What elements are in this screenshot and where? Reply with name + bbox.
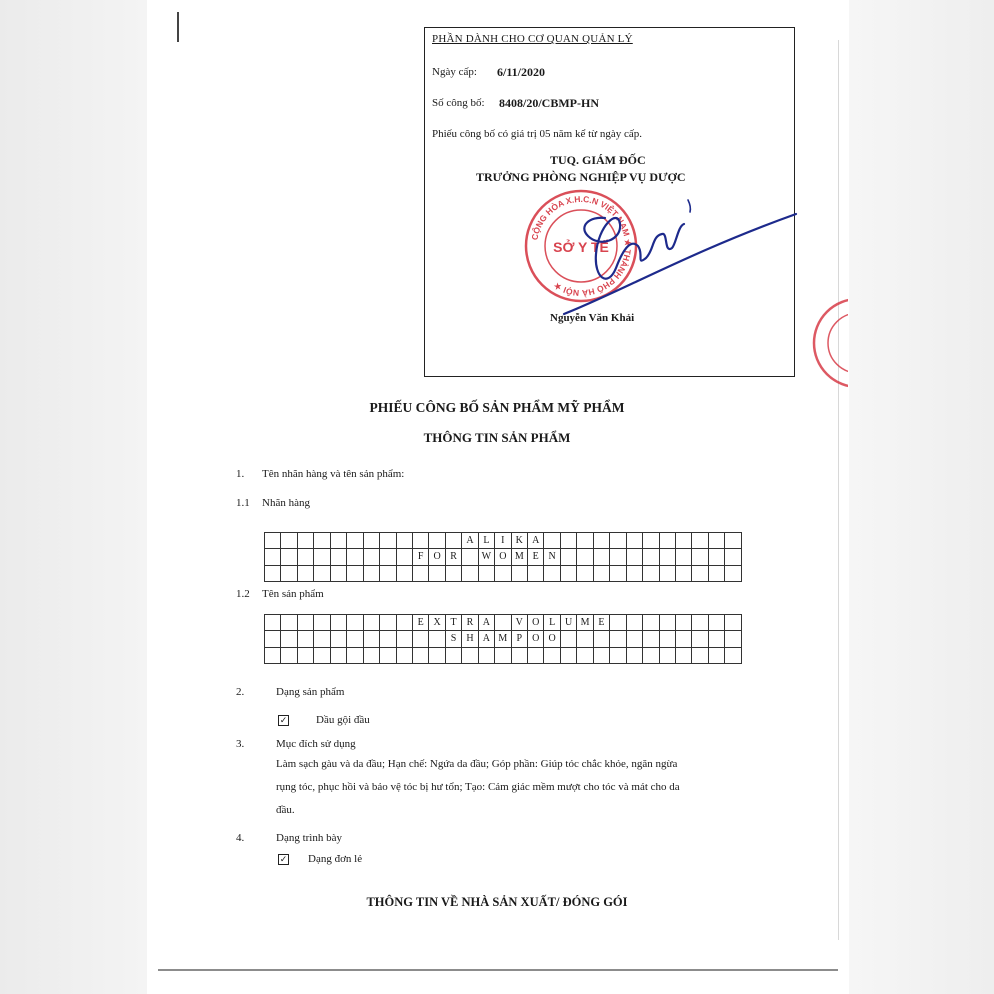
- grid-cell: E: [528, 549, 544, 565]
- svg-text:CỘNG HÒA X.H.C.N VIỆT NAM ★ TH: CỘNG HÒA X.H.C.N VIỆT NAM ★ THÀNH PHỐ HÀ NỘI ★: [529, 193, 634, 299]
- grid-cell: [528, 566, 544, 582]
- svg-text:SỞ Y TẾ: SỞ Y TẾ: [553, 239, 609, 255]
- grid-cell: [610, 648, 626, 664]
- scan-mark: [177, 12, 179, 42]
- grid-cell: [709, 549, 725, 565]
- grid-cell: [265, 549, 281, 565]
- number-value: 8408/20/CBMP-HN: [499, 96, 599, 110]
- grid-cell: [709, 615, 725, 631]
- grid-cell: [314, 648, 330, 664]
- grid-cell: E: [594, 615, 610, 631]
- grid-cell: [577, 533, 593, 549]
- grid-cell: I: [495, 533, 511, 549]
- grid-cell: [331, 533, 347, 549]
- grid-cell: [643, 549, 659, 565]
- s3-text-line3: đầu.: [276, 804, 295, 816]
- grid-cell: [429, 648, 445, 664]
- grid-cell: [544, 533, 560, 549]
- grid-cell: [364, 648, 380, 664]
- grid-cell: [627, 615, 643, 631]
- grid-cell: [298, 566, 314, 582]
- s3-text-line1: Làm sạch gàu và da đầu; Hạn chế: Ngứa da đầu; Góp phần: Giúp tóc chắc khỏe, ngăn ngừa: [276, 758, 678, 770]
- grid-cell: [380, 549, 396, 565]
- grid-cell: [446, 566, 462, 582]
- s2-option: Dầu gội đầu: [316, 714, 370, 726]
- page-edge: [838, 40, 839, 940]
- grid-cell: [380, 631, 396, 647]
- grid-cell: [725, 631, 741, 647]
- grid-cell: [660, 549, 676, 565]
- grid-cell: [347, 615, 363, 631]
- grid-cell: M: [577, 615, 593, 631]
- grid-cell: X: [429, 615, 445, 631]
- page-bottom-line: [158, 969, 838, 971]
- s12-number: 1.2: [236, 588, 250, 600]
- grid-cell: [577, 549, 593, 565]
- grid-cell: [364, 533, 380, 549]
- grid-cell: [298, 549, 314, 565]
- partial-stamp: [808, 293, 848, 393]
- s1-number: 1.: [236, 468, 245, 480]
- section-subtitle: THÔNG TIN SẢN PHẨM: [423, 430, 571, 445]
- grid-cell: [725, 533, 741, 549]
- grid-cell: [610, 533, 626, 549]
- grid-cell: [265, 615, 281, 631]
- grid-cell: [364, 566, 380, 582]
- s3-label: Mục đích sử dụng: [276, 738, 356, 750]
- grid-cell: [594, 549, 610, 565]
- grid-cell: [462, 648, 478, 664]
- grid-cell: [298, 648, 314, 664]
- grid-cell: [298, 533, 314, 549]
- right-background: [849, 0, 994, 994]
- checkbox-icon: ✓: [279, 715, 288, 725]
- grid-cell: [643, 533, 659, 549]
- grid-cell: [643, 648, 659, 664]
- grid-cell: [660, 533, 676, 549]
- grid-cell: A: [479, 615, 495, 631]
- grid-cell: [676, 631, 692, 647]
- grid-cell: [561, 631, 577, 647]
- grid-cell: [397, 533, 413, 549]
- grid-cell: [692, 566, 708, 582]
- grid-cell: [577, 631, 593, 647]
- grid-cell: [397, 615, 413, 631]
- grid-cell: [281, 533, 297, 549]
- grid-cell: [643, 615, 659, 631]
- grid-cell: A: [462, 533, 478, 549]
- grid-cell: T: [446, 615, 462, 631]
- grid-cell: O: [495, 549, 511, 565]
- grid-cell: [347, 631, 363, 647]
- grid-cell: [676, 615, 692, 631]
- grid-cell: [725, 648, 741, 664]
- grid-cell: [610, 631, 626, 647]
- grid-cell: [331, 566, 347, 582]
- grid-cell: [627, 631, 643, 647]
- grid-cell: [561, 533, 577, 549]
- grid-cell: [594, 648, 610, 664]
- grid-cell: [314, 566, 330, 582]
- grid-cell: [676, 533, 692, 549]
- grid-cell: [627, 566, 643, 582]
- grid-cell: R: [462, 615, 478, 631]
- grid-cell: [692, 631, 708, 647]
- grid-cell: [660, 615, 676, 631]
- grid-cell: U: [561, 615, 577, 631]
- grid-cell: [265, 631, 281, 647]
- grid-cell: [627, 549, 643, 565]
- s4-number: 4.: [236, 832, 245, 844]
- grid-cell: [397, 648, 413, 664]
- grid-cell: [446, 648, 462, 664]
- grid-cell: [725, 549, 741, 565]
- grid-cell: [709, 648, 725, 664]
- grid-cell: [347, 549, 363, 565]
- grid-cell: [725, 615, 741, 631]
- grid-cell: [709, 533, 725, 549]
- s4-option: Dạng đơn lẻ: [308, 853, 363, 865]
- issue-date-label: Ngày cấp:: [432, 66, 477, 78]
- grid-cell: [397, 631, 413, 647]
- s2-checkbox: [278, 714, 289, 726]
- grid-cell: [692, 648, 708, 664]
- grid-cell: [331, 615, 347, 631]
- grid-cell: H: [462, 631, 478, 647]
- s3-text-line2: rụng tóc, phục hồi và bảo vệ tóc bị hư tổn; Tạo: Cảm giác mềm mượt cho tóc và mát cho da: [276, 781, 680, 793]
- grid-cell: [725, 566, 741, 582]
- grid-cell: [265, 648, 281, 664]
- grid-cell: [314, 533, 330, 549]
- document-title: PHIẾU CÔNG BỐ SẢN PHẨM MỸ PHẨM: [369, 400, 625, 415]
- grid-cell: [462, 549, 478, 565]
- grid-cell: [429, 631, 445, 647]
- grid-cell: W: [479, 549, 495, 565]
- grid-cell: [479, 648, 495, 664]
- grid-cell: [413, 631, 429, 647]
- grid-cell: [364, 631, 380, 647]
- grid-cell: M: [495, 631, 511, 647]
- grid-cell: [347, 533, 363, 549]
- grid-cell: [709, 631, 725, 647]
- grid-cell: [544, 566, 560, 582]
- grid-cell: [512, 648, 528, 664]
- admin-header: PHẦN DÀNH CHO CƠ QUAN QUẢN LÝ: [432, 33, 633, 45]
- number-label: Số công bố:: [432, 97, 485, 109]
- grid-cell: [397, 549, 413, 565]
- product-name-grid: [264, 614, 742, 664]
- grid-cell: [561, 648, 577, 664]
- grid-cell: [413, 533, 429, 549]
- grid-cell: K: [512, 533, 528, 549]
- grid-cell: V: [512, 615, 528, 631]
- grid-cell: N: [544, 549, 560, 565]
- s11-label: Nhãn hàng: [262, 497, 310, 509]
- grid-cell: [331, 549, 347, 565]
- signer-name: Nguyễn Văn Khải: [550, 312, 635, 324]
- s11-number: 1.1: [236, 497, 250, 509]
- grid-cell: [660, 648, 676, 664]
- grid-cell: [610, 615, 626, 631]
- grid-cell: P: [512, 631, 528, 647]
- grid-cell: [413, 566, 429, 582]
- validity-note: Phiếu công bố có giá trị 05 năm kể từ ngày cấp.: [432, 128, 643, 140]
- grid-cell: [462, 566, 478, 582]
- grid-cell: [676, 566, 692, 582]
- grid-cell: [347, 648, 363, 664]
- signature: [560, 196, 800, 326]
- grid-cell: [380, 533, 396, 549]
- grid-cell: [364, 615, 380, 631]
- grid-cell: [577, 566, 593, 582]
- grid-cell: [610, 549, 626, 565]
- grid-cell: [709, 566, 725, 582]
- grid-cell: [281, 615, 297, 631]
- grid-cell: [676, 648, 692, 664]
- grid-cell: [314, 631, 330, 647]
- grid-cell: [265, 566, 281, 582]
- grid-cell: [594, 631, 610, 647]
- grid-cell: [298, 631, 314, 647]
- grid-cell: [643, 631, 659, 647]
- grid-cell: L: [544, 615, 560, 631]
- s4-label: Dạng trình bày: [276, 832, 342, 844]
- grid-cell: [429, 566, 445, 582]
- s2-label: Dạng sản phẩm: [276, 686, 345, 698]
- grid-cell: [512, 566, 528, 582]
- grid-cell: [594, 566, 610, 582]
- s1-label: Tên nhãn hàng và tên sản phẩm:: [262, 468, 405, 480]
- manufacturer-heading: THÔNG TIN VỀ NHÀ SẢN XUẤT/ ĐÓNG GÓI: [366, 895, 628, 909]
- grid-cell: [298, 615, 314, 631]
- authority-title-2: TRƯỞNG PHÒNG NGHIỆP VỤ DƯỢC: [476, 170, 686, 184]
- grid-cell: [397, 566, 413, 582]
- grid-cell: O: [528, 615, 544, 631]
- grid-cell: S: [446, 631, 462, 647]
- grid-cell: [331, 648, 347, 664]
- grid-cell: [495, 566, 511, 582]
- grid-cell: [627, 533, 643, 549]
- grid-cell: [281, 566, 297, 582]
- grid-cell: [281, 648, 297, 664]
- grid-cell: [627, 648, 643, 664]
- grid-cell: [413, 648, 429, 664]
- grid-cell: [561, 549, 577, 565]
- grid-cell: E: [413, 615, 429, 631]
- grid-cell: [643, 566, 659, 582]
- grid-cell: [281, 549, 297, 565]
- s3-number: 3.: [236, 738, 245, 750]
- grid-cell: [380, 648, 396, 664]
- grid-cell: O: [528, 631, 544, 647]
- grid-cell: [380, 615, 396, 631]
- checkbox-icon: ✓: [279, 854, 288, 864]
- grid-cell: [314, 615, 330, 631]
- brand-name-grid: [264, 532, 742, 582]
- grid-cell: F: [413, 549, 429, 565]
- grid-cell: [364, 549, 380, 565]
- grid-cell: [495, 615, 511, 631]
- grid-cell: [692, 549, 708, 565]
- issue-date-value: 6/11/2020: [497, 65, 546, 79]
- grid-cell: [660, 631, 676, 647]
- grid-cell: [610, 566, 626, 582]
- s12-label: Tên sản phẩm: [262, 588, 324, 600]
- grid-cell: O: [429, 549, 445, 565]
- grid-cell: O: [544, 631, 560, 647]
- grid-cell: M: [512, 549, 528, 565]
- grid-cell: L: [479, 533, 495, 549]
- grid-cell: [528, 648, 544, 664]
- grid-cell: [692, 533, 708, 549]
- grid-cell: A: [479, 631, 495, 647]
- grid-cell: [331, 631, 347, 647]
- s4-checkbox: [278, 853, 289, 865]
- grid-cell: A: [528, 533, 544, 549]
- left-background: [0, 0, 147, 994]
- grid-cell: [265, 533, 281, 549]
- grid-cell: [380, 566, 396, 582]
- grid-cell: [577, 648, 593, 664]
- grid-cell: [479, 566, 495, 582]
- grid-cell: [429, 533, 445, 549]
- grid-cell: [281, 631, 297, 647]
- grid-cell: [314, 549, 330, 565]
- s2-number: 2.: [236, 686, 245, 698]
- authority-title-1: TUQ. GIÁM ĐỐC: [550, 153, 646, 167]
- grid-cell: [594, 533, 610, 549]
- grid-cell: [495, 648, 511, 664]
- grid-cell: [544, 648, 560, 664]
- grid-cell: [347, 566, 363, 582]
- grid-cell: R: [446, 549, 462, 565]
- grid-cell: [692, 615, 708, 631]
- grid-cell: [446, 533, 462, 549]
- grid-cell: [660, 566, 676, 582]
- grid-cell: [676, 549, 692, 565]
- grid-cell: [561, 566, 577, 582]
